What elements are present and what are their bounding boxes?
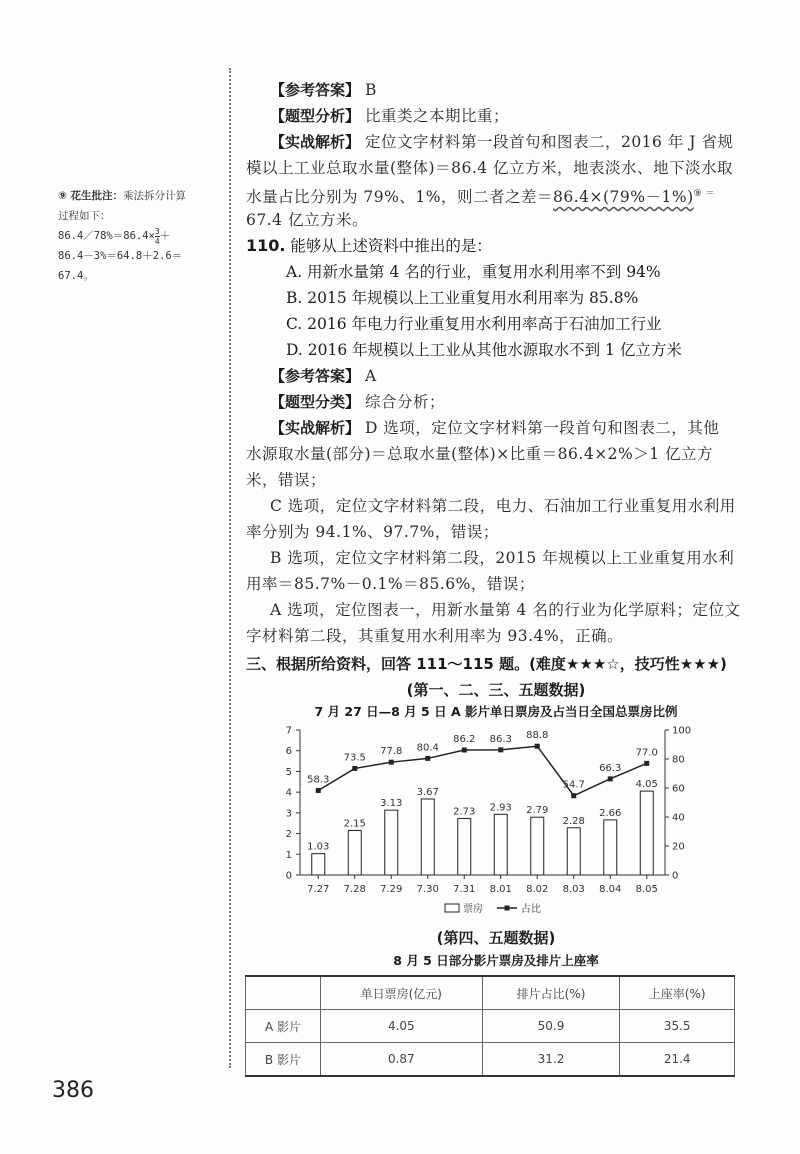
bar-value-label: 1.03 (307, 841, 330, 853)
table-row (246, 1010, 735, 1043)
bar (348, 830, 361, 875)
answer-label: 【参考答案】 (270, 81, 361, 99)
legend-bar-swatch (445, 904, 459, 912)
analysis-text: B 选项，定位文字材料第二段，2015 年规模以上工业重复用水利 (270, 549, 735, 567)
y2-tick-label: 40 (672, 812, 685, 824)
line-value-label: 86.2 (453, 734, 476, 746)
line-point (644, 761, 649, 766)
annotation-text: 过程如下： (58, 210, 111, 222)
bar (567, 828, 580, 875)
bar (421, 799, 434, 875)
analysis-text: 用率＝85.7%－0.1%＝85.6%，错误； (246, 575, 535, 593)
y-tick-label: 7 (285, 725, 292, 737)
option-d: D. 2016 年规模以上工业从其他水源取水不到 1 亿立方米 (286, 341, 682, 359)
chart-title: 7 月 27 日—8 月 5 日 A 影片单日票房及占当日全国总票房比例 (314, 704, 678, 719)
x-tick-label: 7.28 (343, 884, 366, 895)
data-subtitle: (第一、二、三、五题数据) (406, 681, 586, 699)
analysis-row (270, 418, 719, 438)
line-point (535, 744, 540, 749)
legend-bar-label: 票房 (463, 904, 483, 915)
table-header-cell: 上座率(%) (620, 976, 735, 1010)
analysis-row (246, 184, 715, 207)
bar (385, 810, 398, 875)
fraction-denominator: 4 (154, 236, 160, 246)
side-annotation (58, 186, 228, 286)
line-value-label: 80.4 (416, 742, 439, 754)
line-value-label: 86.3 (489, 733, 512, 745)
line-point (316, 788, 321, 793)
data-subtitle: (第四、五题数据) (436, 929, 556, 947)
y2-tick-label: 80 (672, 754, 685, 766)
answer-value: B (364, 81, 377, 99)
analysis-row (270, 132, 733, 152)
annotation-calc: ＋ (159, 230, 171, 242)
bar (312, 854, 325, 875)
line-value-label: 54.7 (562, 779, 585, 791)
bar (531, 817, 544, 875)
y-tick-label: 2 (285, 829, 292, 841)
annotation-calc: 86.4／78%＝86.4× (58, 230, 155, 242)
table-cell: 21.4 (620, 1043, 735, 1077)
analysis-text: 率分别为 94.1%、97.7%，错误； (246, 523, 499, 541)
analysis-text: 67.4 亿立方米。 (246, 211, 368, 229)
analysis-text: C 选项，定位文字材料第二段，电力、石油加工行业重复用水利用 (270, 497, 736, 515)
line-value-label: 77.0 (635, 747, 658, 759)
bar (640, 791, 653, 875)
x-tick-label: 8.05 (635, 884, 658, 895)
annotation-calc: 67.4。 (58, 270, 94, 282)
table-cell: 0.87 (320, 1043, 482, 1077)
bar-value-label: 2.73 (453, 806, 476, 818)
bar-value-label: 4.05 (635, 779, 658, 791)
table-cell: 50.9 (482, 1010, 620, 1043)
table-cell: A 影片 (246, 1010, 321, 1043)
data-table (245, 975, 735, 1077)
footnote-marker: ⑨ ＝ (693, 189, 716, 199)
line-point (608, 776, 613, 781)
line-value-label: 77.8 (380, 746, 403, 758)
bar-value-label: 3.67 (416, 786, 439, 798)
x-tick-label: 7.29 (380, 884, 403, 895)
annotation-text: 乘法拆分计算 (123, 190, 187, 202)
wavy-underlined-formula: 86.4×(79%－1%) (552, 188, 694, 207)
bar-value-label: 2.28 (562, 815, 585, 827)
analysis-text: 字材料第二段，其重复用水利用率为 93.4%，正确。 (246, 627, 624, 645)
x-tick-label: 8.02 (526, 884, 549, 895)
combo-chart (270, 720, 720, 920)
type-label: 【题型分析】 (270, 107, 361, 125)
line-point (571, 793, 576, 798)
line-point (425, 756, 430, 761)
table-header-cell: 单日票房(亿元) (320, 976, 482, 1010)
table-cell: 4.05 (320, 1010, 482, 1043)
ratio-line (318, 746, 647, 795)
type-label: 【题型分类】 (270, 393, 361, 411)
bar-value-label: 2.79 (526, 805, 549, 817)
x-tick-label: 8.04 (599, 884, 622, 895)
bar-value-label: 2.93 (489, 802, 512, 814)
bar (458, 818, 471, 875)
type-row (270, 106, 509, 126)
type-row (270, 392, 445, 412)
type-value: 综合分析； (364, 393, 445, 411)
y-tick-label: 4 (285, 787, 292, 799)
type-value: 比重类之本期比重； (364, 107, 509, 125)
line-point (498, 747, 503, 752)
bar-value-label: 2.15 (343, 818, 366, 830)
y-tick-label: 1 (285, 849, 292, 861)
page-number: 386 (52, 1078, 94, 1103)
y-tick-label: 0 (285, 870, 292, 882)
answer-label: 【参考答案】 (270, 367, 361, 385)
line-point (352, 766, 357, 771)
y-tick-label: 5 (285, 766, 292, 778)
table-row (246, 1043, 735, 1077)
question-stem (246, 236, 492, 256)
analysis-text: 模以上工业总取水量(整体)＝86.4 亿立方米，地表淡水、地下淡水取 (246, 159, 734, 177)
legend-line-label: 占比 (521, 904, 541, 915)
analysis-text: 水量占比分别为 79%、1%，则二者之差＝ (246, 188, 553, 207)
answer-row (270, 80, 377, 100)
bar (494, 814, 507, 875)
y-tick-label: 6 (285, 746, 292, 758)
line-value-label: 58.3 (307, 774, 330, 786)
table-cell: 31.2 (482, 1043, 620, 1077)
bar-value-label: 3.13 (380, 798, 403, 810)
x-tick-label: 8.03 (562, 884, 585, 895)
analysis-text: D 选项，定位文字材料第一段首句和图表二，其他 (364, 419, 720, 437)
annotation-calc: 86.4－3%＝64.8＋2.6＝ (58, 250, 183, 262)
question-text: 能够从上述资料中推出的是： (290, 237, 492, 255)
legend-line-marker (505, 906, 510, 911)
x-tick-label: 7.27 (307, 884, 330, 895)
option-b: B. 2015 年规模以上工业重复用水利用率为 85.8% (286, 289, 639, 307)
analysis-text: 定位文字材料第一段首句和图表二，2016 年 J 省规 (364, 133, 734, 151)
y2-tick-label: 20 (672, 841, 685, 853)
line-point (389, 760, 394, 765)
table-cell: B 影片 (246, 1043, 321, 1077)
y2-tick-label: 100 (672, 725, 692, 737)
answer-row (270, 366, 377, 386)
bar-value-label: 2.66 (599, 807, 622, 819)
annotation-head: ⑨ 花生批注： (58, 190, 124, 202)
table-title: 8 月 5 日部分影片票房及排片上座率 (393, 953, 599, 968)
question-number: 110. (246, 236, 286, 255)
analysis-text: 水源取水量(部分)＝总取水量(整体)×比重＝86.4×2%＞1 亿立方 (246, 445, 714, 463)
answer-value: A (364, 367, 377, 385)
table-header-cell: 排片占比(%) (482, 976, 620, 1010)
analysis-label: 【实战解析】 (270, 419, 361, 437)
table-header-cell (246, 976, 321, 1010)
x-tick-label: 7.30 (416, 884, 439, 895)
x-tick-label: 7.31 (453, 884, 476, 895)
y2-tick-label: 60 (672, 783, 685, 795)
section-title: 三、根据所给资料，回答 111～115 题。(难度★★★☆，技巧性★★★) (246, 655, 727, 673)
line-value-label: 66.3 (599, 762, 622, 774)
table-header-row (246, 976, 735, 1010)
y2-tick-label: 0 (672, 870, 679, 882)
bar (604, 820, 617, 875)
option-a: A. 用新水量第 4 名的行业，重复用水利用率不到 94% (286, 263, 661, 281)
margin-divider (229, 68, 237, 1068)
analysis-label: 【实战解析】 (270, 133, 361, 151)
line-value-label: 73.5 (343, 752, 366, 764)
line-point (462, 748, 467, 753)
line-value-label: 88.8 (526, 730, 549, 742)
table-cell: 35.5 (620, 1010, 735, 1043)
analysis-text: 米，错误； (246, 471, 327, 489)
fraction-numerator: 3 (154, 226, 160, 236)
y-tick-label: 3 (285, 808, 292, 820)
option-c: C. 2016 年电力行业重复用水利用率高于石油加工行业 (286, 315, 662, 333)
x-tick-label: 8.01 (489, 884, 512, 895)
analysis-text: A 选项，定位图表一，用新水量第 4 名的行业为化学原料；定位文 (270, 601, 741, 619)
